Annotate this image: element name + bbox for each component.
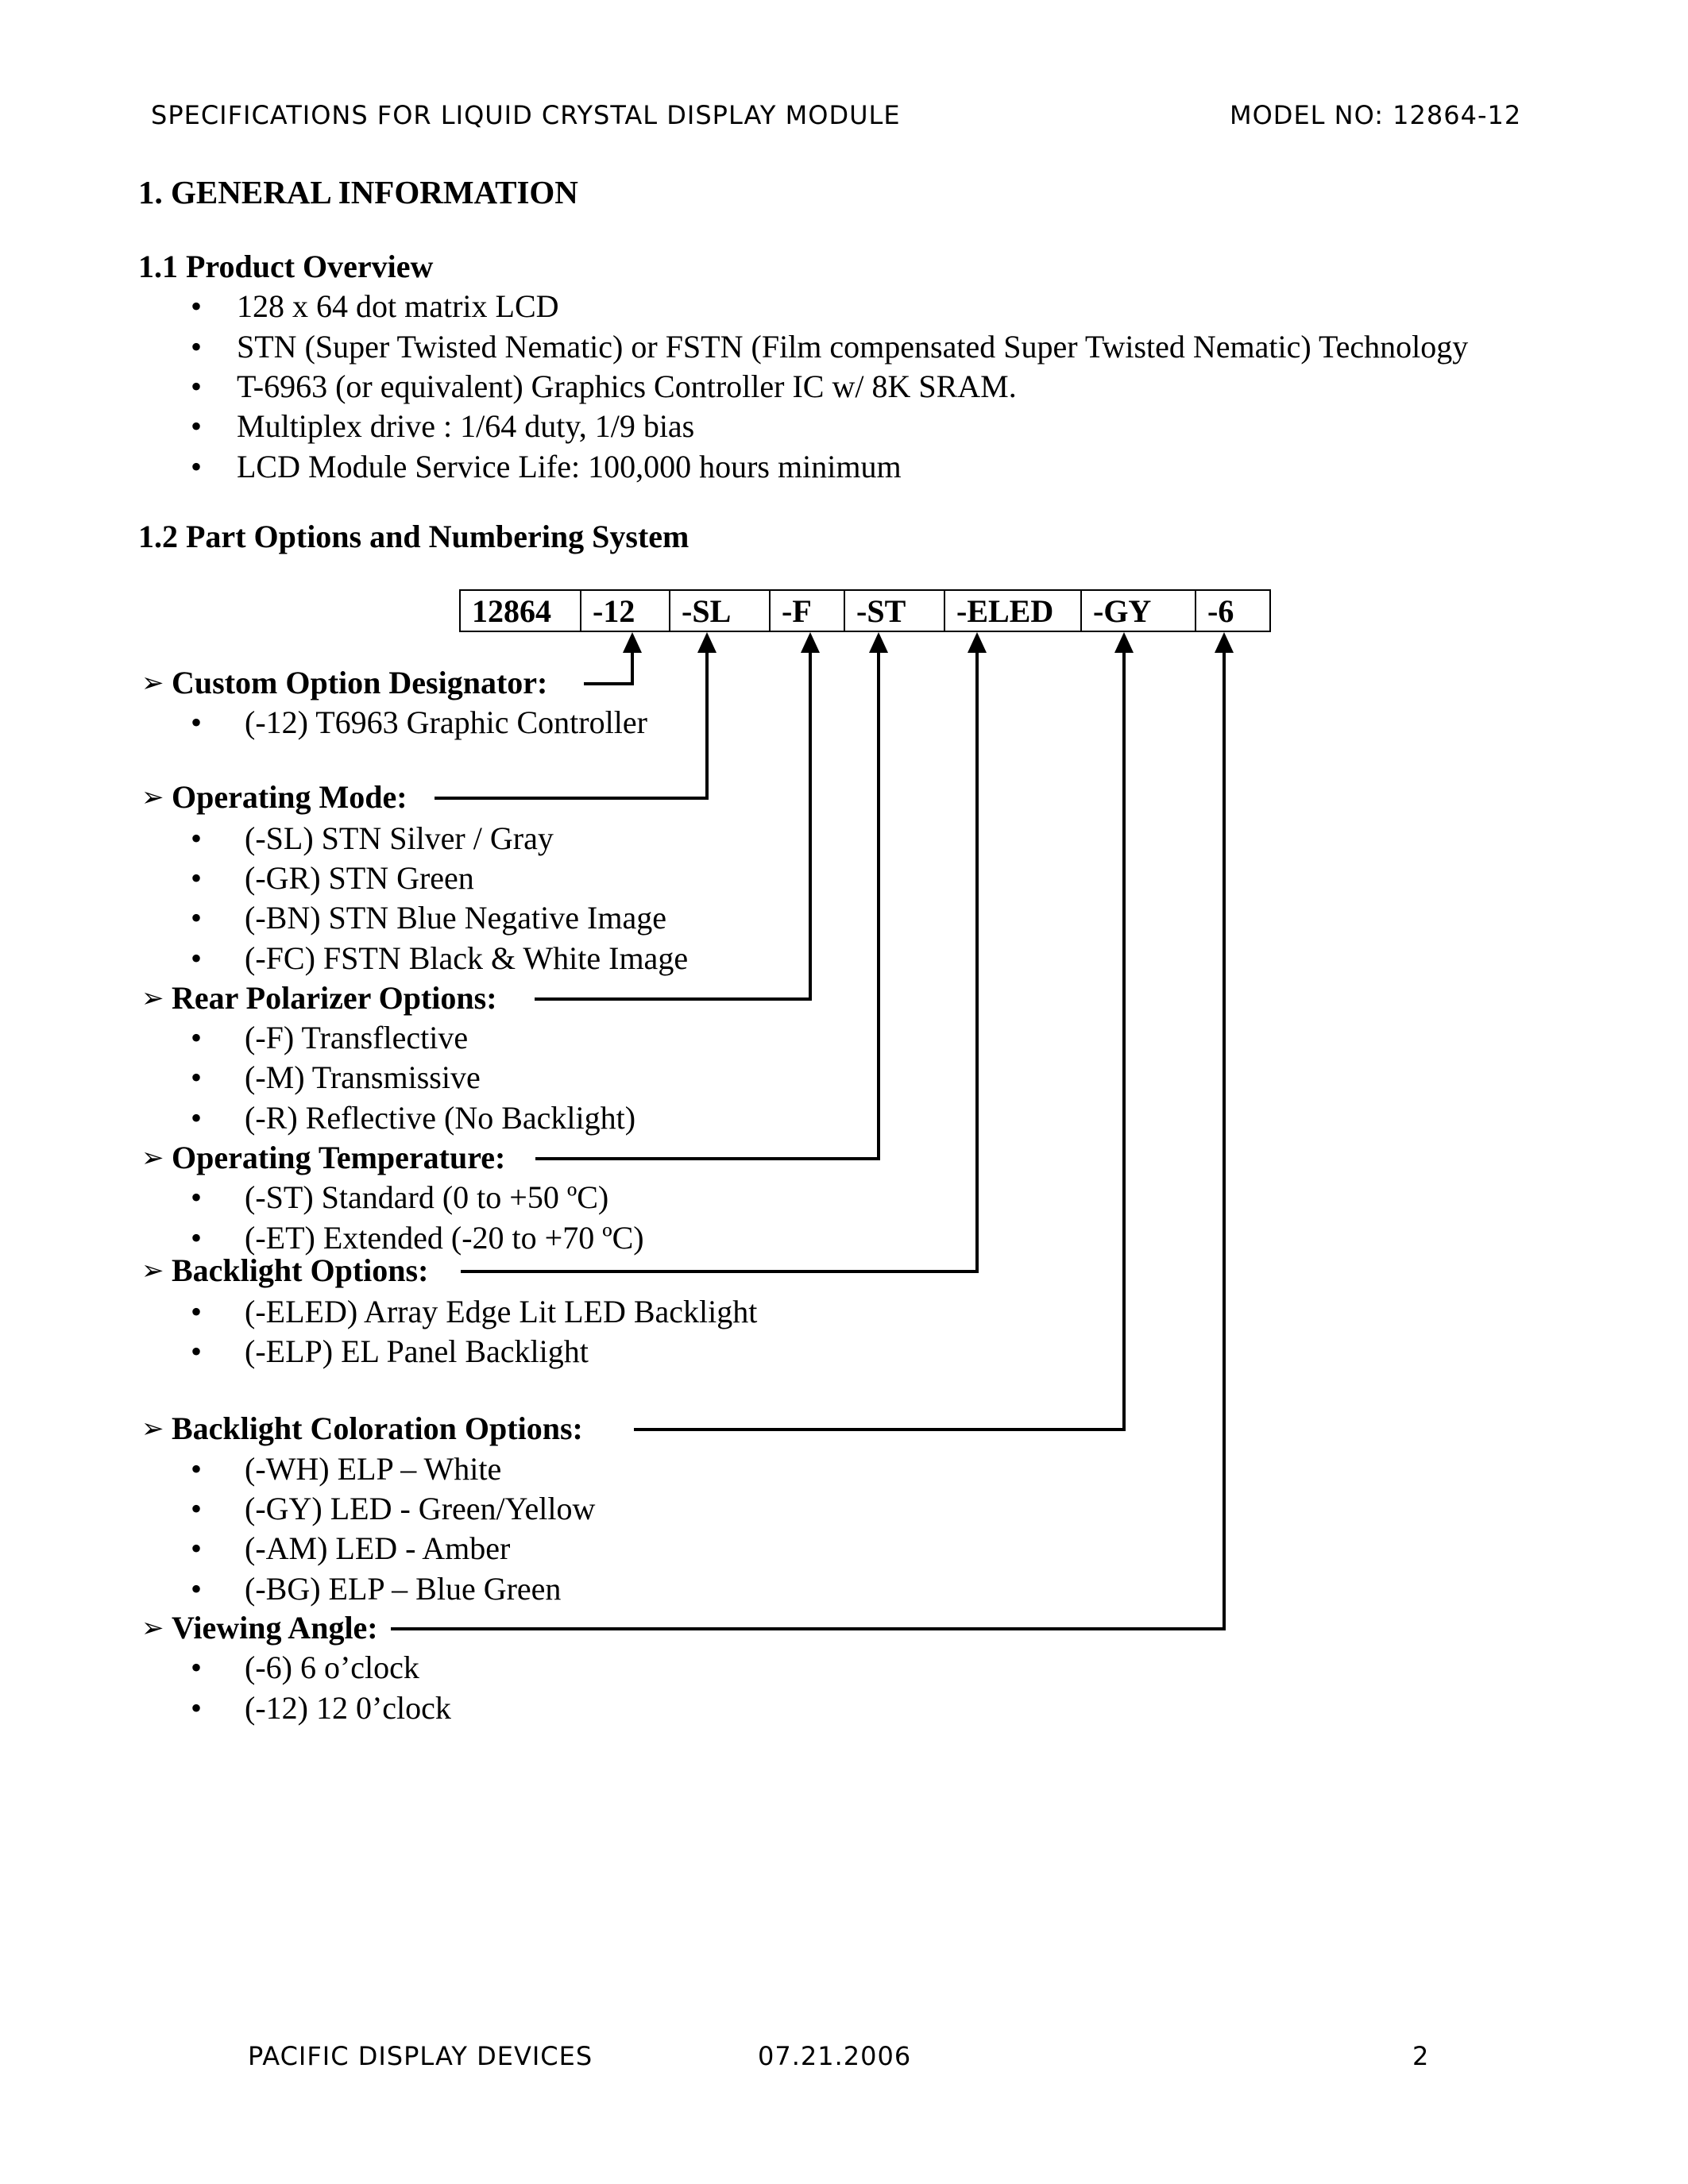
list-item: 128 x 64 dot matrix LCD <box>237 288 559 324</box>
part-segment: -6 <box>1196 590 1270 631</box>
arrowhead <box>697 632 717 653</box>
bullet-icon: • <box>191 860 203 896</box>
list-item: STN (Super Twisted Nematic) or FSTN (Film compensated Super Twisted Nematic) Technology <box>237 329 1469 365</box>
bullet-icon: • <box>191 940 203 976</box>
arrowhead-bullet-icon: ➢ <box>141 669 164 698</box>
option-item: (-6) 6 o’clock <box>245 1650 419 1685</box>
bullet-icon: • <box>191 1333 203 1369</box>
bullet-icon: • <box>191 408 203 444</box>
bullet-icon: • <box>191 1220 203 1256</box>
category-label: Operating Temperature: <box>172 1140 506 1175</box>
list-item: LCD Module Service Life: 100,000 hours minimum <box>237 449 902 484</box>
bullet-icon: • <box>191 369 203 404</box>
header-title: SPECIFICATIONS FOR LIQUID CRYSTAL DISPLAY MODULE <box>151 100 901 130</box>
arrowhead-bullet-icon: ➢ <box>141 1256 164 1286</box>
bullet-icon: • <box>191 1530 203 1566</box>
footer-company: PACIFIC DISPLAY DEVICES <box>248 2041 593 2071</box>
part-segment: -ST <box>844 590 944 631</box>
option-item: (-AM) LED - Amber <box>245 1530 511 1566</box>
part-segment: -GY <box>1081 590 1196 631</box>
category-label: Backlight Options: <box>172 1252 429 1288</box>
part-segment: -12 <box>581 590 670 631</box>
arrowhead-bullet-icon: ➢ <box>141 984 164 1013</box>
category-label: Rear Polarizer Options: <box>172 980 497 1016</box>
bullet-icon: • <box>191 1650 203 1685</box>
option-item: (-M) Transmissive <box>245 1059 481 1095</box>
part-segment: -SL <box>670 590 770 631</box>
page-number: 2 <box>1412 2041 1430 2071</box>
option-item: (-WH) ELP – White <box>245 1451 502 1487</box>
option-item: (-GY) LED - Green/Yellow <box>245 1491 596 1526</box>
option-item: (-12) 12 0’clock <box>245 1690 451 1726</box>
option-item: (-ELED) Array Edge Lit LED Backlight <box>245 1294 758 1329</box>
model-number: MODEL NO: 12864-12 <box>1230 100 1522 130</box>
category-label: Operating Mode: <box>172 779 408 815</box>
arrowhead <box>1114 632 1134 653</box>
option-item: (-12) T6963 Graphic Controller <box>245 704 647 740</box>
bullet-icon: • <box>191 329 203 365</box>
arrowhead-bullet-icon: ➢ <box>141 783 164 812</box>
option-item: (-R) Reflective (No Backlight) <box>245 1100 636 1136</box>
option-item: (-FC) FSTN Black & White Image <box>245 940 689 976</box>
arrowhead <box>623 632 642 653</box>
arrowhead <box>968 632 987 653</box>
arrowhead <box>869 632 888 653</box>
arrowhead-bullet-icon: ➢ <box>141 1144 164 1173</box>
footer-date: 07.21.2006 <box>758 2041 912 2071</box>
overview-title: 1.1 Product Overview <box>138 249 434 284</box>
part-segment: -F <box>770 590 844 631</box>
option-item: (-ST) Standard (0 to +50 ºC) <box>245 1179 609 1215</box>
arrowhead-bullet-icon: ➢ <box>141 1414 164 1444</box>
bullet-icon: • <box>191 1100 203 1136</box>
option-item: (-BN) STN Blue Negative Image <box>245 900 666 936</box>
option-item: (-F) Transflective <box>245 1020 469 1055</box>
bullet-icon: • <box>191 1690 203 1726</box>
option-item: (-SL) STN Silver / Gray <box>245 820 554 856</box>
arrowhead <box>1215 632 1234 653</box>
part-options-title: 1.2 Part Options and Numbering System <box>138 519 689 554</box>
arrowhead-bullet-icon: ➢ <box>141 1614 164 1643</box>
part-segment: 12864 <box>460 590 581 631</box>
bullet-icon: • <box>191 449 203 484</box>
category-label: Custom Option Designator: <box>172 665 548 700</box>
option-item: (-ELP) EL Panel Backlight <box>245 1333 589 1369</box>
bullet-icon: • <box>191 820 203 856</box>
part-segment: -ELED <box>944 590 1081 631</box>
bullet-icon: • <box>191 704 203 740</box>
list-item: Multiplex drive : 1/64 duty, 1/9 bias <box>237 408 695 444</box>
connector-line <box>391 648 1224 1629</box>
list-item: T-6963 (or equivalent) Graphics Controller IC w/ 8K SRAM. <box>237 369 1017 404</box>
option-item: (-ET) Extended (-20 to +70 ºC) <box>245 1220 644 1256</box>
arrowhead <box>801 632 820 653</box>
connector-line <box>584 648 632 684</box>
bullet-icon: • <box>191 1571 203 1607</box>
bullet-icon: • <box>191 288 203 324</box>
bullet-icon: • <box>191 1059 203 1095</box>
bullet-icon: • <box>191 1294 203 1329</box>
category-label: Backlight Coloration Options: <box>172 1410 583 1446</box>
bullet-icon: • <box>191 1451 203 1487</box>
option-item: (-GR) STN Green <box>245 860 474 896</box>
bullet-icon: • <box>191 900 203 936</box>
bullet-icon: • <box>191 1491 203 1526</box>
section-title: 1. GENERAL INFORMATION <box>138 174 578 210</box>
category-label: Viewing Angle: <box>172 1610 378 1646</box>
bullet-icon: • <box>191 1020 203 1055</box>
bullet-icon: • <box>191 1179 203 1215</box>
option-item: (-BG) ELP – Blue Green <box>245 1571 562 1607</box>
